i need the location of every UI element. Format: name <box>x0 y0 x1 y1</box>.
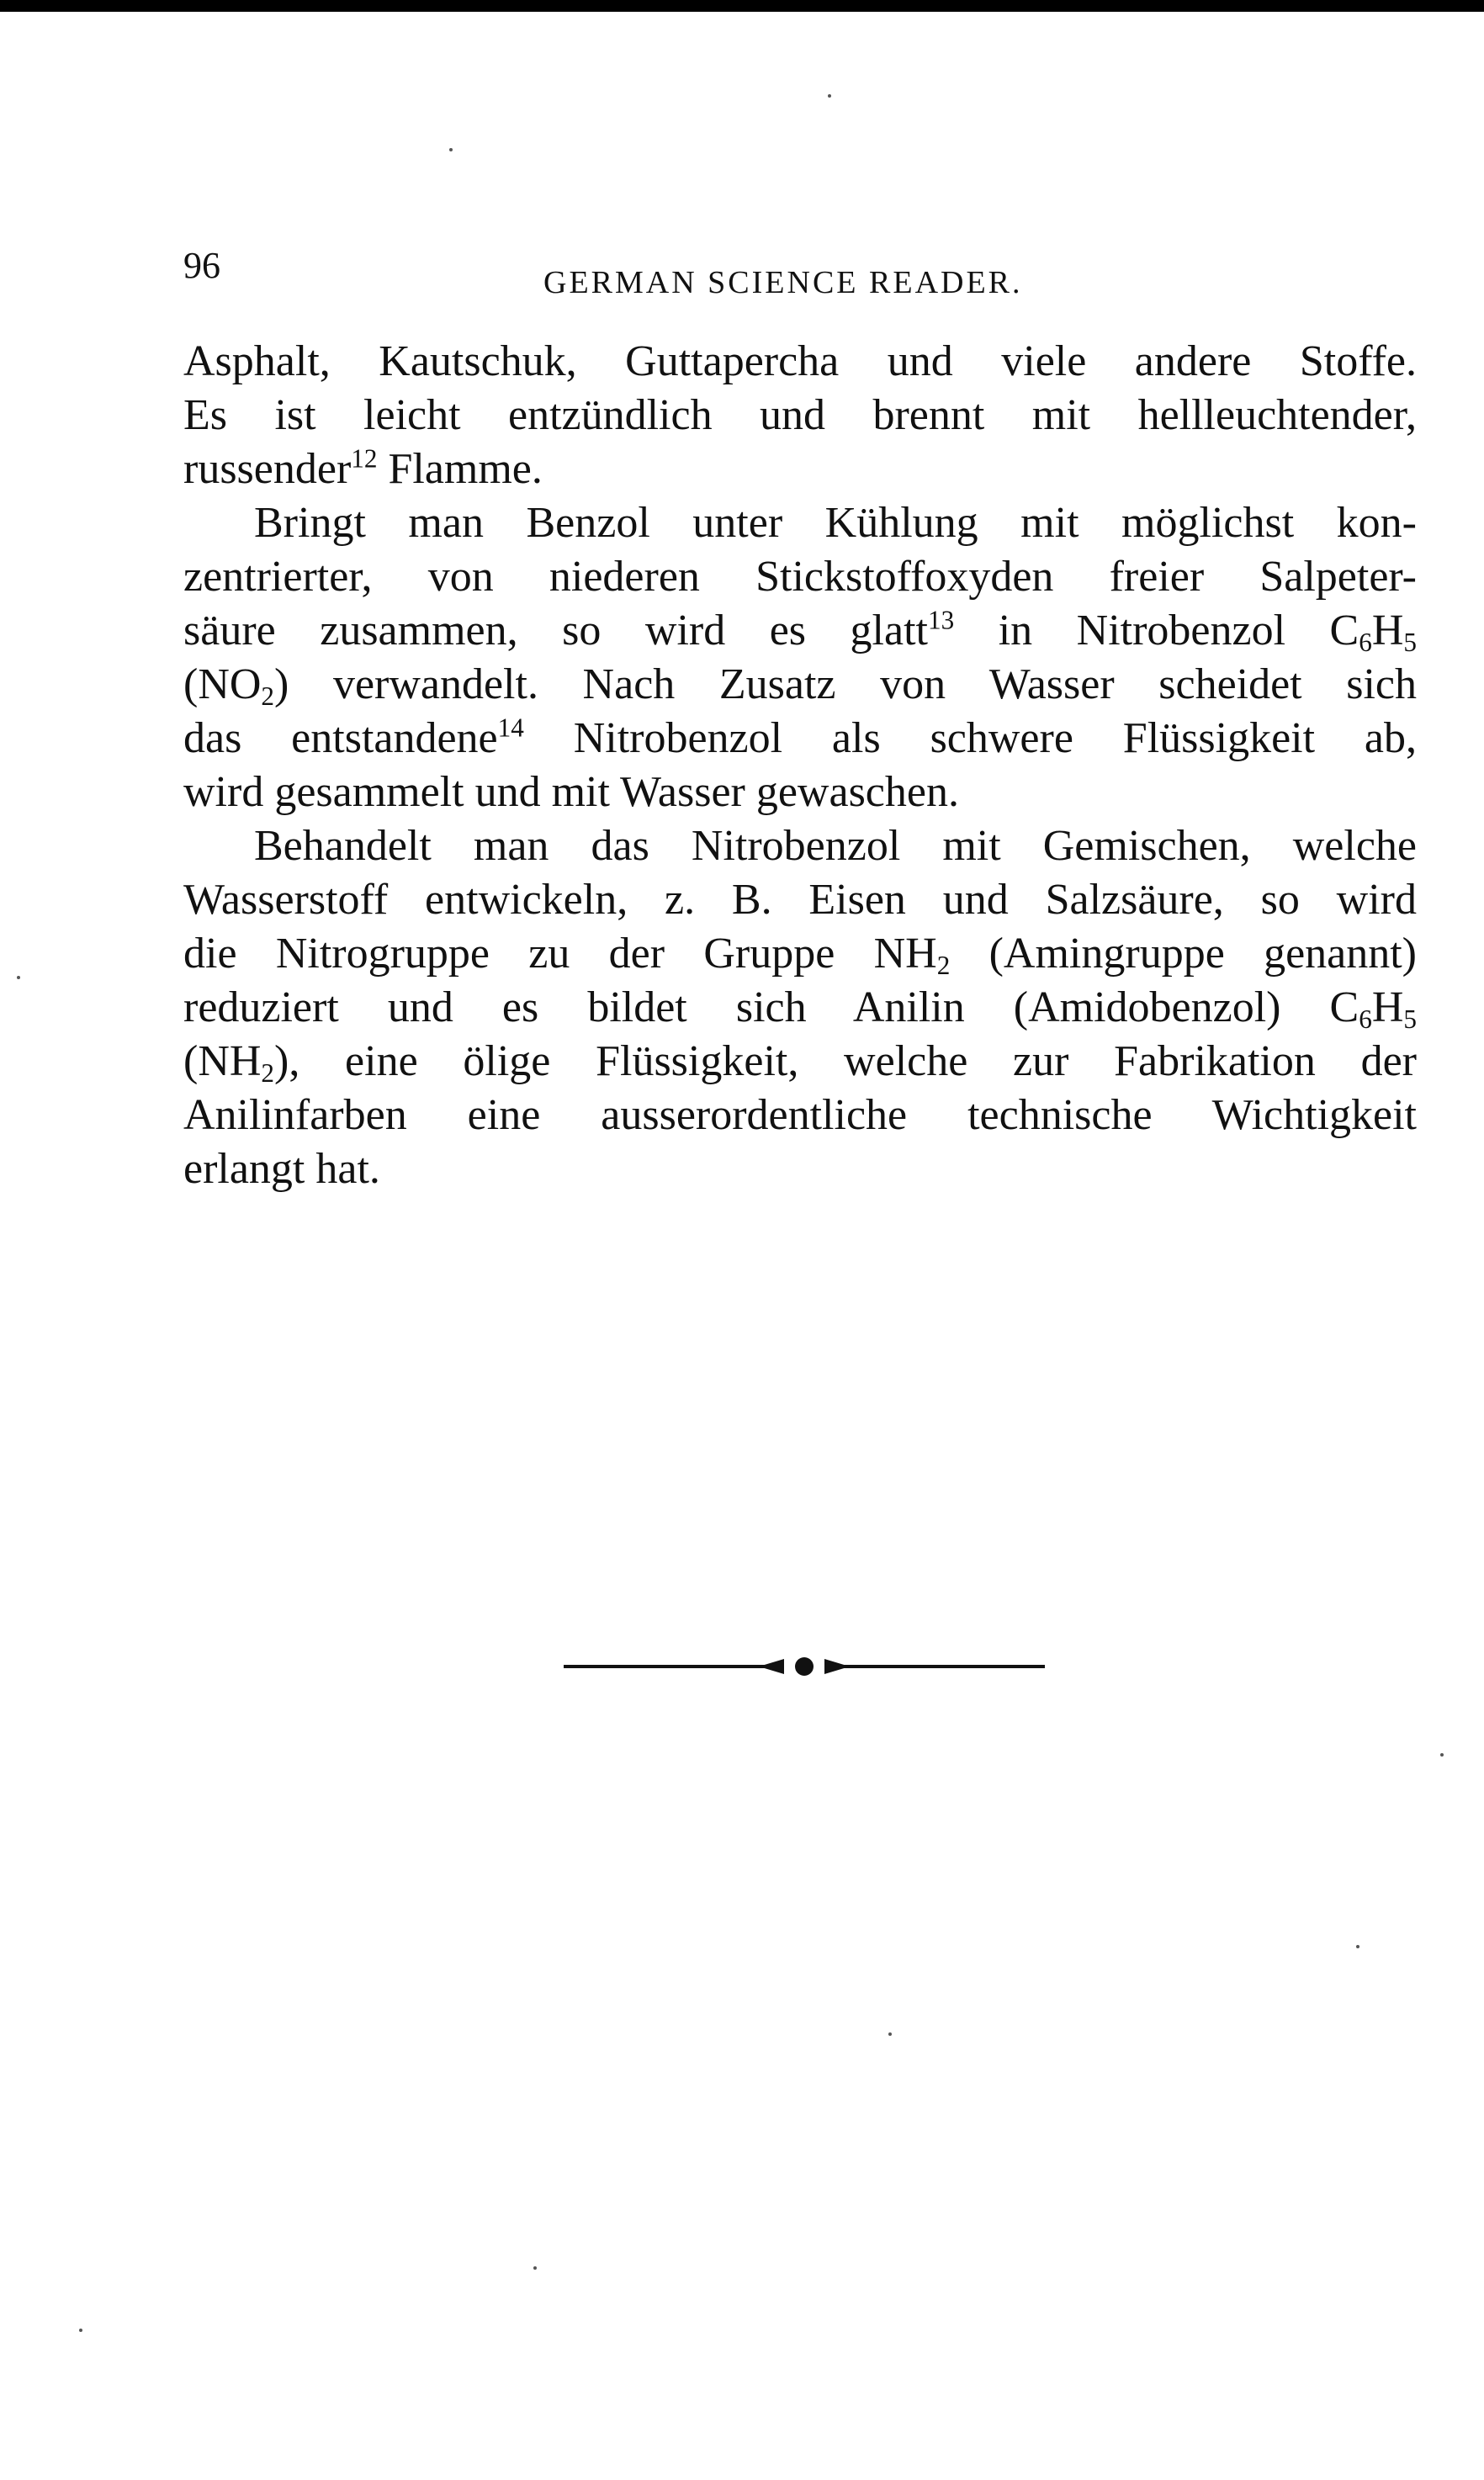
text-line: Asphalt, Kautschuk, Guttapercha und viele andere Stoffe. <box>183 337 1417 385</box>
subscript: 6 <box>1359 627 1372 657</box>
subscript: 2 <box>936 950 951 980</box>
running-head: GERMAN SCIENCE READER. <box>543 265 1023 300</box>
text-line: das entstandene$^{14}$ Nitrobenzol als schwere Flüssigkeit ab, <box>183 713 1417 762</box>
scan-speck <box>888 2032 892 2036</box>
page-number: 96 <box>183 245 220 286</box>
paragraph-1 <box>183 335 1417 496</box>
text-line: säure zusammen, so wird es glatt$^{13}$ in Nitrobenzol $C_6H_5$ <box>183 605 1417 657</box>
paragraph-3 <box>183 819 1417 1196</box>
scan-speck <box>1356 1945 1359 1948</box>
text-line: Behandelt man das Nitrobenzol mit Gemischen, welche <box>254 822 1417 870</box>
scan-speck <box>828 94 831 98</box>
scan-speck <box>17 976 20 979</box>
footnote-ref-12: 12 <box>351 443 378 474</box>
scan-speck <box>79 2329 82 2332</box>
footnote-ref-14: 14 <box>497 713 524 743</box>
text-line: reduziert und es bildet sich Anilin (Amidobenzol) $C_6H_5$ <box>183 983 1417 1034</box>
text-line: $(NO_2)$ verwandelt. Nach Zusatz von Wasser scheidet sich <box>183 660 1417 711</box>
text-line: Bringt man Benzol unter Kühlung mit möglichst kon- <box>254 499 1417 547</box>
scan-speck <box>533 2266 537 2270</box>
text-line: die Nitrogruppe zu der Gruppe $NH_2$ (Amingruppe genannt) <box>183 930 1417 980</box>
subscript: 6 <box>1359 1004 1372 1034</box>
body-text <box>183 335 1417 1196</box>
text-line: wird gesammelt und mit Wasser gewaschen. <box>183 768 959 816</box>
text-line: zentrierter, von niederen Stickstoffoxyden freier Salpeter- <box>183 553 1417 601</box>
footnote-ref-13: 13 <box>927 605 955 635</box>
text-line: Es ist leicht entzündlich und brennt mit hellleuchtender, <box>183 391 1417 439</box>
text-line: erlangt hat. <box>183 1145 380 1193</box>
text-line: Wasserstoff entwickeln, z. B. Eisen und Salzsäure, so wird <box>183 876 1417 924</box>
subscript: 5 <box>1403 627 1417 657</box>
scan-speck <box>1440 1753 1444 1757</box>
top-scan-border <box>0 0 1484 12</box>
text-line: Anilinfarben eine ausserordentliche technische Wichtigkeit <box>183 1091 1417 1139</box>
ornamental-divider <box>564 1654 1045 1679</box>
subscript: 2 <box>261 681 275 711</box>
scan-speck <box>449 148 453 151</box>
subscript: 2 <box>261 1057 275 1088</box>
subscript: 5 <box>1403 1004 1417 1034</box>
text-line: russender$^{12}$ Flamme. <box>183 443 543 493</box>
text-line: $(NH_2)$, eine ölige Flüssigkeit, welche zur Fabrikation der <box>183 1037 1417 1088</box>
paragraph-2 <box>183 496 1417 819</box>
